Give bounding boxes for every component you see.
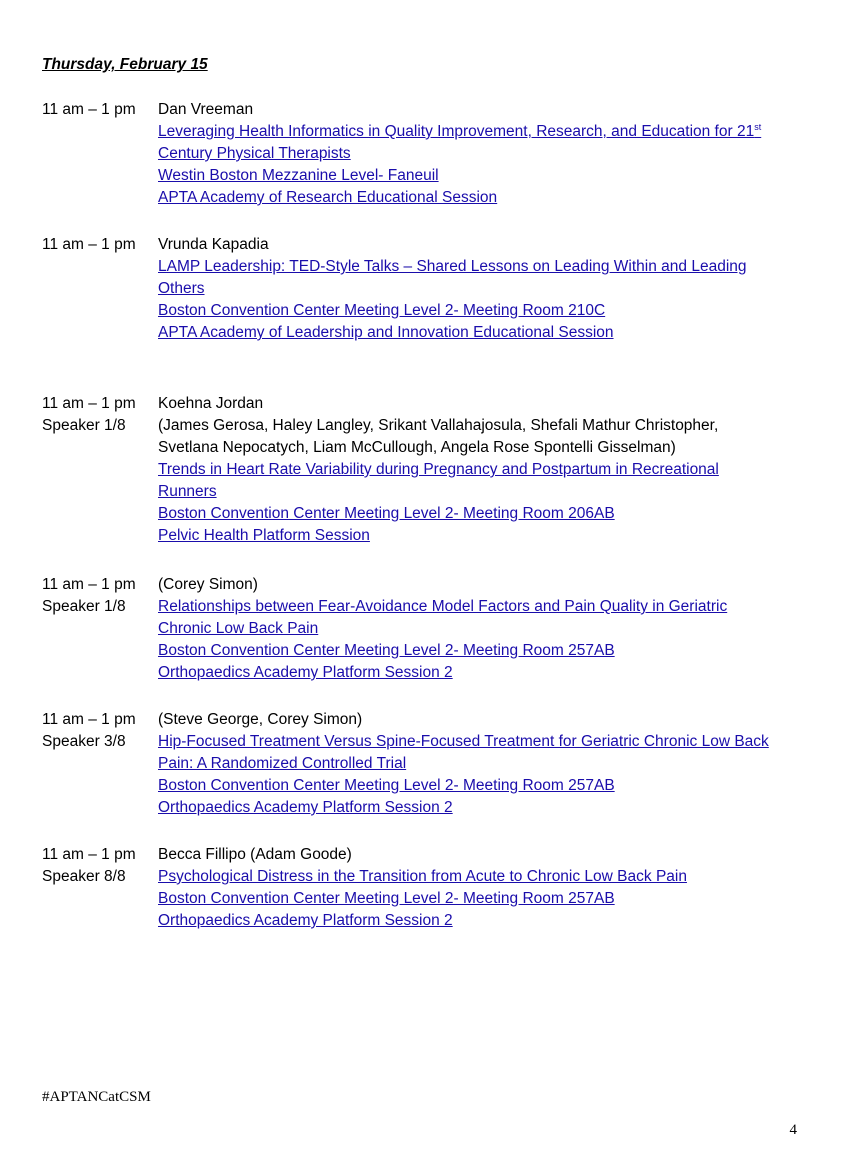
session-title-link-cont[interactable]: Pain: A Randomized Controlled Trial: [158, 755, 407, 772]
location-link[interactable]: Boston Convention Center Meeting Level 2- Meeting Room 257AB: [158, 890, 615, 907]
session-title-link-cont[interactable]: Century Physical Therapists: [158, 145, 351, 162]
session-entry: [42, 393, 822, 547]
session-time: 11 am – 1 pm: [42, 101, 136, 118]
session-entry: [42, 709, 822, 819]
session-time: 11 am – 1 pm: [42, 395, 136, 412]
ordinal-suffix: st: [754, 121, 762, 132]
coauthors-cont: Svetlana Nepocatych, Liam McCullough, Angela Rose Spontelli Gisselman): [158, 439, 676, 456]
session-entry: [42, 844, 822, 932]
location-link[interactable]: Boston Convention Center Meeting Level 2- Meeting Room 206AB: [158, 505, 615, 522]
presenter-name: Vrunda Kapadia: [158, 236, 269, 253]
location-link[interactable]: Boston Convention Center Meeting Level 2- Meeting Room 257AB: [158, 642, 615, 659]
speaker-slot: Speaker 8/8: [42, 868, 126, 885]
presenter-name: Koehna Jordan: [158, 395, 264, 412]
session-time: 11 am – 1 pm: [42, 236, 136, 253]
location-link[interactable]: Boston Convention Center Meeting Level 2- Meeting Room 210C: [158, 302, 606, 319]
session-entry: [42, 574, 822, 684]
session-title-link[interactable]: Relationships between Fear-Avoidance Model Factors and Pain Quality in Geriatric: [158, 598, 728, 615]
session-time: 11 am – 1 pm: [42, 711, 136, 728]
presenter-name: Dan Vreeman: [158, 101, 254, 118]
session-title-link-cont[interactable]: Chronic Low Back Pain: [158, 620, 319, 637]
session-time: 11 am – 1 pm: [42, 576, 136, 593]
session-title-link[interactable]: Leveraging Health Informatics in Quality Improvement, Research, and Education for 21st: [158, 121, 762, 140]
session-type-link[interactable]: Pelvic Health Platform Session: [158, 527, 370, 544]
session-title-link[interactable]: LAMP Leadership: TED-Style Talks – Shared Lessons on Leading Within and Leading: [158, 258, 747, 275]
session-title-link[interactable]: Trends in Heart Rate Variability during Pregnancy and Postpartum in Recreational: [158, 461, 719, 478]
speaker-slot: Speaker 1/8: [42, 598, 126, 615]
session-time: 11 am – 1 pm: [42, 846, 136, 863]
speaker-slot: Speaker 1/8: [42, 417, 126, 434]
location-link[interactable]: Boston Convention Center Meeting Level 2- Meeting Room 257AB: [158, 777, 615, 794]
footer-hashtag: #APTANCatCSM: [42, 1089, 151, 1105]
speaker-slot: Speaker 3/8: [42, 733, 126, 750]
session-title-link[interactable]: Psychological Distress in the Transition from Acute to Chronic Low Back Pain: [158, 868, 687, 885]
presenter-name: (Corey Simon): [158, 576, 258, 593]
session-title-link[interactable]: Hip-Focused Treatment Versus Spine-Focused Treatment for Geriatric Chronic Low Back: [158, 733, 769, 750]
presenter-name: Becca Fillipo (Adam Goode): [158, 846, 352, 863]
session-entry: [42, 234, 822, 344]
page-number: 4: [789, 1122, 797, 1138]
session-type-link[interactable]: Orthopaedics Academy Platform Session 2: [158, 912, 453, 929]
session-title-link-cont[interactable]: Runners: [158, 483, 217, 500]
presenter-name: (Steve George, Corey Simon): [158, 711, 363, 728]
session-title-link-cont[interactable]: Others: [158, 280, 205, 297]
day-heading: Thursday, February 15: [42, 56, 208, 73]
coauthors: (James Gerosa, Haley Langley, Srikant Vallahajosula, Shefali Mathur Christopher,: [158, 417, 719, 434]
location-link[interactable]: Westin Boston Mezzanine Level- Faneuil: [158, 167, 439, 184]
session-type-link[interactable]: APTA Academy of Leadership and Innovation Educational Session: [158, 324, 614, 341]
session-type-link[interactable]: APTA Academy of Research Educational Session: [158, 189, 498, 206]
session-entry: [42, 99, 822, 209]
session-type-link[interactable]: Orthopaedics Academy Platform Session 2: [158, 799, 453, 816]
session-type-link[interactable]: Orthopaedics Academy Platform Session 2: [158, 664, 453, 681]
